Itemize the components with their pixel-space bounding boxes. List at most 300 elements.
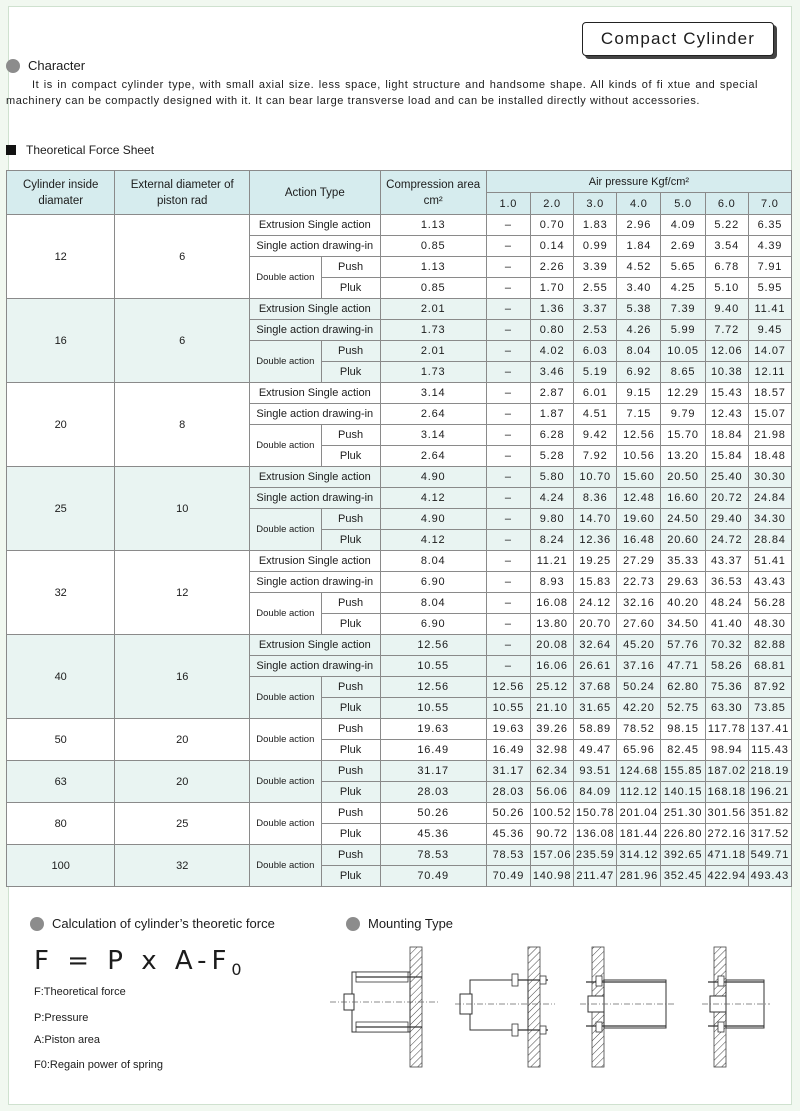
force-cell: 3.54 [705,236,748,257]
header-action: Action Type [250,171,380,215]
force-cell: 56.28 [748,593,791,614]
force-cell: 0.70 [530,215,573,236]
rod-cell: 8 [115,383,250,467]
force-cell: 7.72 [705,320,748,341]
force-cell: 5.22 [705,215,748,236]
area-cell: 1.73 [380,362,486,383]
pressure-header: 2.0 [530,193,573,215]
area-cell: 1.13 [380,215,486,236]
force-cell: 2.87 [530,383,573,404]
force-cell: 20.60 [661,530,705,551]
force-cell: 201.04 [617,803,661,824]
bore-cell: 63 [7,761,115,803]
legend-f0: F0:Regain power of spring [34,1059,164,1071]
force-cell: – [486,299,530,320]
force-cell: 4.51 [574,404,617,425]
force-cell: 8.65 [661,362,705,383]
force-cell: – [486,509,530,530]
force-cell: 10.05 [661,341,705,362]
formula-main: F = P x A-F [34,946,232,976]
force-cell: 168.18 [705,782,748,803]
force-cell: 11.41 [748,299,791,320]
force-cell: 87.92 [748,677,791,698]
force-cell: 19.63 [486,719,530,740]
force-cell: – [486,257,530,278]
force-cell: 35.33 [661,551,705,572]
force-cell: 27.29 [617,551,661,572]
force-cell: 115.43 [748,740,791,761]
square-bullet-icon [6,145,16,155]
double-action-label: Double action [250,257,322,299]
action-label: Single action drawing-in [250,236,380,257]
force-cell: 9.80 [530,509,573,530]
calc-heading-label: Calculation of cylinder’s theoretic force [52,916,275,931]
force-cell: 15.60 [617,467,661,488]
header-piston: External diameter of piston rad [115,171,250,215]
force-cell: 12.56 [486,677,530,698]
action-label: Extrusion Single action [250,635,380,656]
force-cell: 2.26 [530,257,573,278]
area-cell: 16.49 [380,740,486,761]
bore-cell: 80 [7,803,115,845]
area-cell: 45.36 [380,824,486,845]
force-cell: 30.30 [748,467,791,488]
double-action-label: Double action [250,719,322,761]
force-cell: 12.11 [748,362,791,383]
force-cell: 14.70 [574,509,617,530]
force-cell: 8.36 [574,488,617,509]
force-cell: 20.70 [574,614,617,635]
character-heading [6,58,85,73]
double-action-label: Double action [250,425,322,467]
force-cell: – [486,341,530,362]
force-cell: – [486,488,530,509]
header-pressure [486,171,791,193]
force-cell: 25.40 [705,467,748,488]
area-cell: 2.01 [380,299,486,320]
mount-type-1-icon [330,947,440,1067]
force-cell: 150.78 [574,803,617,824]
force-cell: 28.03 [486,782,530,803]
force-cell: 9.45 [748,320,791,341]
force-cell: 32.98 [530,740,573,761]
force-cell: 15.70 [661,425,705,446]
force-cell: 12.43 [705,404,748,425]
force-cell: 3.40 [617,278,661,299]
force-cell: 8.93 [530,572,573,593]
pressure-header: 7.0 [748,193,791,215]
force-cell: 7.91 [748,257,791,278]
force-cell: – [486,467,530,488]
force-cell: 58.89 [574,719,617,740]
force-cell: 20.08 [530,635,573,656]
rod-cell: 16 [115,635,250,719]
push-label: Push [321,803,380,824]
legend-p: P:Pressure [34,1012,89,1024]
force-cell: 301.56 [705,803,748,824]
force-cell: 34.30 [748,509,791,530]
force-cell: 3.39 [574,257,617,278]
force-cell: 63.30 [705,698,748,719]
rod-cell: 12 [115,551,250,635]
area-cell: 19.63 [380,719,486,740]
force-cell: 70.32 [705,635,748,656]
force-cell: – [486,215,530,236]
mount-type-4-icon [702,947,770,1067]
force-cell: 13.80 [530,614,573,635]
push-label: Push [321,509,380,530]
double-action-label: Double action [250,761,322,803]
action-label: Extrusion Single action [250,467,380,488]
force-cell: 49.47 [574,740,617,761]
header-area [380,171,486,215]
force-cell: 48.24 [705,593,748,614]
force-cell: 7.39 [661,299,705,320]
force-cell: 41.40 [705,614,748,635]
force-cell: 47.71 [661,656,705,677]
force-cell: 45.36 [486,824,530,845]
area-cell: 4.12 [380,488,486,509]
double-action-label: Double action [250,593,322,635]
force-cell: 6.01 [574,383,617,404]
force-cell: 15.07 [748,404,791,425]
pluk-label: Pluk [321,866,380,887]
force-cell: 0.80 [530,320,573,341]
force-cell: 226.80 [661,824,705,845]
force-cell: 78.52 [617,719,661,740]
formula-sub: 0 [231,960,242,980]
force-cell: 10.55 [486,698,530,719]
force-cell: – [486,656,530,677]
rod-cell: 32 [115,845,250,887]
force-cell: 12.06 [705,341,748,362]
force-cell: 549.71 [748,845,791,866]
force-cell: 314.12 [617,845,661,866]
force-cell: 10.38 [705,362,748,383]
force-cell: 73.85 [748,698,791,719]
header-pressure-label: Air pressure [588,175,649,188]
force-cell: 7.15 [617,404,661,425]
rod-cell: 20 [115,761,250,803]
force-cell: 19.25 [574,551,617,572]
table-row [7,215,792,236]
area-cell: 50.26 [380,803,486,824]
bore-cell: 32 [7,551,115,635]
force-cell: 317.52 [748,824,791,845]
area-cell: 2.64 [380,446,486,467]
area-cell: 10.55 [380,698,486,719]
area-cell: 4.90 [380,467,486,488]
bullet-icon [30,917,44,931]
push-label: Push [321,761,380,782]
force-cell: 187.02 [705,761,748,782]
rod-cell: 6 [115,299,250,383]
area-cell: 78.53 [380,845,486,866]
area-cell: 4.90 [380,509,486,530]
force-cell: 9.15 [617,383,661,404]
pluk-label: Pluk [321,362,380,383]
force-cell: 31.17 [486,761,530,782]
force-cell: 6.35 [748,215,791,236]
force-cell: 2.69 [661,236,705,257]
force-cell: – [486,593,530,614]
force-cell: 65.96 [617,740,661,761]
force-cell: 98.94 [705,740,748,761]
force-cell: 62.80 [661,677,705,698]
force-cell: 15.43 [705,383,748,404]
force-cell: 4.39 [748,236,791,257]
area-cell: 3.14 [380,383,486,404]
action-label: Single action drawing-in [250,320,380,341]
force-cell: 8.04 [617,341,661,362]
force-cell: 181.44 [617,824,661,845]
force-cell: 32.64 [574,635,617,656]
page-title: Compact Cylinder [582,22,774,56]
force-cell: 12.36 [574,530,617,551]
pluk-label: Pluk [321,278,380,299]
pluk-label: Pluk [321,530,380,551]
area-cell: 2.01 [380,341,486,362]
rod-cell: 25 [115,803,250,845]
force-cell: 124.68 [617,761,661,782]
mounting-diagrams [330,942,770,1072]
force-cell: 272.16 [705,824,748,845]
mount-type-3-icon [580,947,675,1067]
force-cell: – [486,551,530,572]
force-cell: 5.19 [574,362,617,383]
action-label: Extrusion Single action [250,383,380,404]
force-cell: 43.37 [705,551,748,572]
force-cell: 40.20 [661,593,705,614]
header-pressure-unit: Kgf/cm² [651,175,690,188]
area-cell: 0.85 [380,236,486,257]
force-cell: 351.82 [748,803,791,824]
force-cell: – [486,614,530,635]
action-label: Single action drawing-in [250,572,380,593]
force-cell: 16.06 [530,656,573,677]
force-cell: 281.96 [617,866,661,887]
area-cell: 0.85 [380,278,486,299]
mounting-heading-label: Mounting Type [368,916,454,931]
area-cell: 12.56 [380,677,486,698]
double-action-label: Double action [250,677,322,719]
force-cell: 43.43 [748,572,791,593]
pluk-label: Pluk [321,824,380,845]
area-cell: 1.13 [380,257,486,278]
force-cell: 70.49 [486,866,530,887]
bore-cell: 20 [7,383,115,467]
pressure-header: 6.0 [705,193,748,215]
force-cell: 21.10 [530,698,573,719]
bore-cell: 50 [7,719,115,761]
force-cell: 29.63 [661,572,705,593]
push-label: Push [321,845,380,866]
push-label: Push [321,719,380,740]
force-cell: 18.84 [705,425,748,446]
force-table [6,170,792,887]
force-cell: 2.53 [574,320,617,341]
force-cell: – [486,635,530,656]
force-cell: – [486,236,530,257]
force-cell: 14.07 [748,341,791,362]
force-cell: 16.60 [661,488,705,509]
table-row [7,803,792,824]
force-cell: 136.08 [574,824,617,845]
area-cell: 2.64 [380,404,486,425]
force-cell: 5.95 [748,278,791,299]
force-cell: 42.20 [617,698,661,719]
force-cell: 4.26 [617,320,661,341]
force-cell: 21.98 [748,425,791,446]
area-cell: 10.55 [380,656,486,677]
force-cell: 51.41 [748,551,791,572]
force-cell: 12.56 [617,425,661,446]
force-cell: 26.61 [574,656,617,677]
force-cell: 19.60 [617,509,661,530]
force-cell: 5.10 [705,278,748,299]
force-cell: 5.38 [617,299,661,320]
force-cell: 29.40 [705,509,748,530]
area-cell: 12.56 [380,635,486,656]
force-cell: 37.68 [574,677,617,698]
force-cell: 100.52 [530,803,573,824]
action-label: Single action drawing-in [250,656,380,677]
force-cell: 1.36 [530,299,573,320]
double-action-label: Double action [250,509,322,551]
double-action-label: Double action [250,845,322,887]
rod-cell: 6 [115,215,250,299]
force-cell: 18.57 [748,383,791,404]
force-cell: 15.83 [574,572,617,593]
force-cell: 16.48 [617,530,661,551]
force-cell: 2.96 [617,215,661,236]
force-cell: 211.47 [574,866,617,887]
force-cell: 0.14 [530,236,573,257]
force-cell: 45.20 [617,635,661,656]
force-cell: 9.40 [705,299,748,320]
mount-type-2-icon [455,947,555,1067]
force-cell: 13.20 [661,446,705,467]
force-cell: 9.79 [661,404,705,425]
force-cell: 5.65 [661,257,705,278]
pluk-label: Pluk [321,614,380,635]
force-cell: 6.03 [574,341,617,362]
force-cell: 8.24 [530,530,573,551]
pressure-header: 1.0 [486,193,530,215]
force-cell: 24.12 [574,593,617,614]
force-cell: – [486,383,530,404]
force-cell: 31.65 [574,698,617,719]
force-cell: – [486,530,530,551]
force-cell: 4.02 [530,341,573,362]
force-cell: 98.15 [661,719,705,740]
pluk-label: Pluk [321,446,380,467]
force-cell: 4.52 [617,257,661,278]
force-cell: 392.65 [661,845,705,866]
force-cell: 32.16 [617,593,661,614]
force-cell: 84.09 [574,782,617,803]
force-cell: 0.99 [574,236,617,257]
rod-cell: 10 [115,467,250,551]
bore-cell: 40 [7,635,115,719]
formula [34,946,242,979]
force-cell: – [486,320,530,341]
force-cell: 3.37 [574,299,617,320]
force-cell: 471.18 [705,845,748,866]
force-cell: 50.24 [617,677,661,698]
force-cell: 58.26 [705,656,748,677]
legend-a: A:Piston area [34,1034,101,1046]
force-cell: 78.53 [486,845,530,866]
force-cell: – [486,446,530,467]
action-label: Extrusion Single action [250,215,380,236]
calc-section [30,916,275,1071]
force-cell: – [486,278,530,299]
action-label: Single action drawing-in [250,488,380,509]
force-cell: 9.42 [574,425,617,446]
table-row [7,635,792,656]
legend-f: F:Theoretical force [34,986,126,998]
header-area-label: Compression area [386,178,481,191]
force-cell: 5.80 [530,467,573,488]
force-cell: 251.30 [661,803,705,824]
force-cell: 140.98 [530,866,573,887]
table-row [7,845,792,866]
force-cell: 34.50 [661,614,705,635]
area-cell: 1.73 [380,320,486,341]
table-row [7,299,792,320]
force-cell: 18.48 [748,446,791,467]
force-cell: 493.43 [748,866,791,887]
force-cell: 10.56 [617,446,661,467]
table-row [7,383,792,404]
force-cell: 140.15 [661,782,705,803]
force-cell: 137.41 [748,719,791,740]
force-cell: 4.09 [661,215,705,236]
force-cell: 5.99 [661,320,705,341]
table-body [7,215,792,887]
force-cell: 12.48 [617,488,661,509]
force-cell: 1.70 [530,278,573,299]
bore-cell: 100 [7,845,115,887]
force-cell: 6.28 [530,425,573,446]
sheet-heading-label: Theoretical Force Sheet [26,143,155,157]
force-cell: 57.76 [661,635,705,656]
pressure-header: 4.0 [617,193,661,215]
force-cell: 27.60 [617,614,661,635]
force-cell: 218.19 [748,761,791,782]
pluk-label: Pluk [321,698,380,719]
table-row [7,761,792,782]
character-heading-label: Character [28,58,86,73]
push-label: Push [321,677,380,698]
force-cell: 4.25 [661,278,705,299]
force-cell: 52.75 [661,698,705,719]
area-cell: 70.49 [380,866,486,887]
force-cell: 36.53 [705,572,748,593]
pluk-label: Pluk [321,740,380,761]
force-cell: 11.21 [530,551,573,572]
action-label: Extrusion Single action [250,551,380,572]
force-cell: 62.34 [530,761,573,782]
mounting-heading [346,916,453,931]
force-cell: 6.92 [617,362,661,383]
double-action-label: Double action [250,803,322,845]
force-cell: 352.45 [661,866,705,887]
force-cell: 24.50 [661,509,705,530]
force-cell: 37.16 [617,656,661,677]
pluk-label: Pluk [321,782,380,803]
